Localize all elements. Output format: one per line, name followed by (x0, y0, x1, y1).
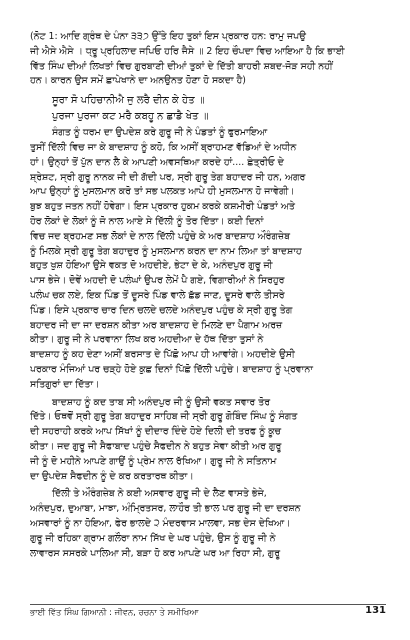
verse-line: ਪੁਰਜਾ ਪੁਰਜਾ ਕਟ ਮਰੈ ਕਬਹੂ ਨ ਛਾਡੈ ਖੇਤ ॥ (52, 110, 209, 122)
paragraph-line: ਤੁਸੀਂ ਦਿੱਲੀ ਵਿਚ ਜਾ ਕੇ ਬਾਦਸ਼ਾਹ ਨੂੰ ਕਹੋ, ਕਿ ਅਸੀਂ ਬ੍ਰਾਹਮਣ ਵੱਡਿਆਂ ਦੇ ਅਧੀਨ (30, 141, 297, 153)
paragraph-line: ਦਾ ਉਪਦੇਸ਼ ਸੈਫਦੀਨ ਨੂੰ ਦੇ ਕਰ ਕਰਤਾਰਥ ਕੀਤਾ। (30, 470, 194, 482)
footnote-line: ਜੀ ਐਸੇ ਐਸੇ । ਧ੍ਰੂ ਪ੍ਰਹਿਲਾਦ ਜਪਿਓ ਹਰਿ ਜੈਸੇ ॥ 2 ਇਹ ਚੌਪਦਾ ਵਿਚ ਆਇਆ ਹੈ ਕਿ ਭਾਈ (30, 45, 345, 57)
paragraph-line: ਗੁਰੂ ਜੀ ਰਹਿਕਾ ਗ੍ਰਾਮ ਗਲੌਰਾ ਨਾਮ ਸਿੱਖ ਦੇ ਘਰ ਪਹੁੰਚੇ, ਉਸ ਨੂੰ ਗੁਰੂ ਜੀ ਨੇ (30, 532, 276, 544)
footnote-line: (ਨੋਟ 1: ਆਦਿ ਗ੍ਰੰਥ ਦੇ ਪੰਨਾ ੩੩੭ ਉੱਤੇ ਇਹ ਤੁਕਾਂ ਇਸ ਪ੍ਰਕਾਰ ਹਨ: ਰਾਮੁ ਜਪਉ (30, 31, 306, 42)
paragraph-3 (30, 487, 386, 561)
running-title: ਭਾਈ ਵਿੱਤ ਸਿੰਘ ਗਿਆਨੀ : ਜੀਵਨ, ਰਚਨਾ ਤੇ ਸਮੀਖਿਆ (30, 607, 199, 617)
paragraph-line: ਦੀ ਸਹਰਾਹੀ ਕਰਕੇ ਆਪ ਸਿੱਖਾਂ ਨੂੰ ਦੀਦਾਰ ਦਿੰਦੇ ਹੋਏ ਦਿਲੀ ਦੀ ਤਰਫ ਨੂੰ ਕੂਚ (30, 426, 281, 438)
footnote-line: ਹਨ। ਕਾਰਨ ਉਸ ਸਮੇਂ ਛਾਪੇਖਾਨੇ ਦਾ ਅਨਉਨਤ ਹੋਣਾ ਹੋ ਸਕਦਾ ਹੈ) (30, 75, 246, 87)
paragraph-line: ਵਿਚ ਜਦ ਬ੍ਰਹਮਣ ਸਭ ਲੋਕਾਂ ਦੇ ਨਾਲ ਦਿੱਲੀ ਪਹੁੰਚੇ ਕੇ ਅਰ ਬਾਦਸ਼ਾਹ ਔਰੰਗਜ਼ੇਬ (30, 230, 290, 242)
paragraph-line: ਸ਼੍ਰੇਸ਼ਟ, ਸ੍ਰੀ ਗੁਰੂ ਨਾਨਕ ਜੀ ਦੀ ਗੱਦੀ ਪਰ, ਸ੍ਰੀ ਗੁਰੂ ਤੇਗ ਬਹਾਦਰ ਜੀ ਹਨ, ਅਗਰ (30, 171, 306, 183)
page-footer (30, 604, 386, 619)
paragraph-line: ਕੀਤਾ। ਗੁਰੂ ਜੀ ਨੇ ਪਰਵਾਨਾ ਲਿਖ ਕਰ ਅਹਦੀਆ ਦੇ ਹੱਥ ਦਿੱਤਾ ਤੁਸਾਂ ਨੇ (30, 334, 264, 346)
page-body (30, 30, 386, 561)
paragraph-line: ਹਾਂ। ਉਨ੍ਹਾਂ ਤੋਂ ਪੁੱਨ ਦਾਨ ਲੈ ਕੇ ਆਪਣੀ ਅਵਸਥਿਆ ਕਰਦੇ ਹਾਂ.... ਛੇਤ੍ਰੀਓ ਦੇ (30, 156, 284, 168)
paragraph-line: ਲਾਵਾਰਸ ਸਸਰਕੇ ਪਾਲਿਆ ਸੀ, ਬੜਾ ਹੋ ਕਰ ਆਪਣੇ ਘਰ ਆ ਰਿਹਾ ਸੀ, ਗੁਰੂ (30, 547, 281, 559)
footnote-line: ਵਿੱਤ ਸਿੰਘ ਦੀਆਂ ਲਿਖਤਾਂ ਵਿਚ ਗੁਰਬਾਣੀ ਦੀਆਂ ਤੁਕਾਂ ਦੇ ਦਿੱਤੀ ਬਾਹਰੀ ਸ਼ਬਦ-ਜੋੜ ਸਹੀ ਨਹੀਂ (30, 60, 333, 72)
paragraph-line: ਪਲੰਘ ਚਕ ਲਏ, ਇਕ ਪਿੰਡ ਤੋਂ ਦੂਸਰੇ ਪਿੰਡ ਵਾਲੇ ਛੱਡ ਜਾਣ, ਦੂਸਰੇ ਵਾਲੇ ਤੀਸਰੇ (30, 289, 285, 301)
paragraph-line: ਦਿੱਤੇ। ਓਥਵੋਂ ਸ੍ਰੀ ਗੁਰੂ ਤੇਗ ਬਹਾਦੁਰ ਸਾਹਿਬ ਜੀ ਸ੍ਰੀ ਗੁਰੂ ਗੋਬਿੰਦ ਸਿੰਘ ਨੂੰ ਸੰਗਤ (30, 411, 298, 423)
paragraph-line: ਸੰਗਤ ਨੂੰ ਧਰਮ ਦਾ ਉਪਦੇਸ਼ ਕਰੇ ਗੁਰੂ ਜੀ ਨੇ ਪੰਡਤਾਂ ਨੂੰ ਫੁਰਮਾਇਆ (52, 127, 268, 139)
paragraph-line: ਨੂੰ ਮਿਲਕੇ ਸ੍ਰੀ ਗੁਰੂ ਤੇਗ ਬਹਾਦੁਰ ਨੂੰ ਮੁਸਲਮਾਨ ਕਰਨ ਦਾ ਨਾਮ ਲਿਆ ਤਾਂ ਬਾਦਸ਼ਾਹ (30, 245, 302, 257)
paragraph-line: ਸਤਿਗੁਰਾਂ ਦਾ ਦਿੱਤਾ। (30, 378, 100, 390)
paragraph-line: ਬਾਦਸ਼ਾਹ ਨੂੰ ਕਦ ਤਾਬ ਸੀ ਅਨੰਦਪੁਰ ਜੀ ਨੂੰ ਉਸੀ ਵਕਤ ਸਵਾਰ ਤੋਰ (52, 396, 271, 408)
paragraph-1 (30, 126, 386, 392)
paragraph-line: ਆਪ ਉਨ੍ਹਾਂ ਨੂੰ ਮੁਸਲਮਾਨ ਕਰੋ ਤਾਂ ਸਭ ਪਲਕਤ ਆਪੇ ਹੀ ਮੁਸਲਮਾਨ ਹੋ ਜਾਵੇਗੀ। (30, 186, 295, 198)
paragraph-line: ਦਿੱਲੀ ਤੇ ਔਰੰਗਜ਼ੇਬ ਨੇ ਕਈ ਅਸਵਾਰ ਗੁਰੂ ਜੀ ਦੇ ਲੈਣ ਵਾਸਤੇ ਭੇਜੇ, (52, 488, 267, 500)
paragraph-line: ਪਿੰਡ। ਇਸੇ ਪ੍ਰਕਾਰ ਚਾਰ ਦਿਨ ਚਲਦੇ ਚਲਦੇ ਅਨੰਦਪੁਰ ਪਹੁੰਚ ਕੇ ਸ੍ਰੀ ਗੁਰੂ ਤੇਗ (30, 304, 293, 316)
paragraph-line: ਅਸਵਾਰਾਂ ਨੂੰ ਨਾ ਹੋਇਆ, ਫੇਰ ਭਾਲਦੇ ੨ ਮੰਦਰਵਾਸ ਮਾਲਵਾ, ਸਭ ਦੇਸ ਦੇਖਿਆ। (30, 517, 291, 529)
paragraph-line: ਬਹਾਦਰ ਜੀ ਦਾ ਜਾ ਦਰਸ਼ਨ ਕੀਤਾ ਅਰ ਬਾਦਸ਼ਾਹ ਦੇ ਮਿਲਣੇ ਦਾ ਪੈਗਾਮ ਅਰਜ਼ (30, 319, 283, 331)
verse-line: ਸੂਰਾ ਸੋ ਪਹਿਚਾਨੀਐ ਜੁ ਲਰੈ ਦੀਨ ਕੇ ਹੇਤ ॥ (52, 95, 205, 107)
paragraph-line: ਹੋਰ ਲੋਕਾਂ ਦੇ ਲੋਕਾਂ ਨੂੰ ਜੋ ਨਾਲ ਆਏ ਸੇ ਦਿੱਲੀ ਨੂੰ ਤੋਰ ਦਿੱਤਾ। ਕਈ ਦਿਨਾਂ (30, 215, 264, 227)
paragraph-line: ਪਾਸ ਭੇਜੇ। ਦੋਵੇਂ ਅਹਦੀ ਦੋ ਪਲੰਘਾਂ ਉਪਰ ਲੇਮੇਂ ਪੈ ਗਏ, ਵਿਗਾਰੀਆਂ ਨੇ ਸਿਰਹੁਰ (30, 275, 285, 287)
paragraph-line: ਜੀ ਨੂੰ ਦੋ ਮਹੀਨੇ ਆਪਣੇ ਗਾਉਂ ਨੂੰ ਪ੍ਰੇਮ ਨਾਲ ਰੱਖਿਆ। ਗੁਰੂ ਜੀ ਨੇ ਸਤਿਨਾਮ (30, 455, 277, 467)
paragraph-line: ਕੀਤਾ। ਜਦ ਗੁਰੂ ਜੀ ਸੈਫਾਬਾਦ ਪਹੁੰਚੇ ਸੈਫਦੀਨ ਨੇ ਬਹੁਤ ਸੇਵਾ ਕੀਤੀ ਅਰ ਗੁਰੂ (30, 440, 282, 452)
paragraph-line: ਅਨੰਦਪੁਰ, ਦੁਆਬਾ, ਮਾਝਾ, ਅੰਮ੍ਰਿਤਸਰ, ਲਾਹੌਰ ਤੀ ਭਾਲ ਪਰ ਗੁਰੂ ਜੀ ਦਾ ਦਰਸ਼ਨ (30, 503, 301, 515)
paragraph-line: ਬਹੁਤ ਖੁਸ਼ ਹੋਇਆ ਉਸੇ ਵਕਤ ਦੋ ਅਹਦੀਏ, ਭੇਟਾ ਦੇ ਕੇ, ਅਨੰਦਪੁਰ ਗੁਰੂ ਜੀ (30, 260, 273, 272)
paragraph-line: ਬੁਝ ਬਹੁਤ ਜਤਨ ਨਹੀਂ ਹੋਵੇਗਾ। ਇਸ ਪ੍ਰਕਾਰ ਹੁਕਮ ਕਰਕੇ ਕਸ਼ਮੀਰੀ ਪੰਡਤਾਂ ਅਤੇ (30, 201, 295, 213)
footnote (30, 30, 386, 89)
paragraph-line: ਪਰਕਾਰ ਮੰਜਿਆਂ ਪਰ ਚੜ੍ਹੇ ਹੋਏ ਕੁਛ ਦਿਨਾਂ ਪਿੱਛੋ ਦਿੱਲੀ ਪਹੁੰਚੇ। ਬਾਦਸ਼ਾਹ ਨੂੰ ਪ੍ਰਵਾਨਾ (30, 363, 313, 375)
paragraph-line: ਬਾਦਸ਼ਾਹ ਨੂੰ ਕਹ ਦੇਣਾ ਅਸੀਂ ਬਰਸਾਤ ਦੇ ਪਿੱਛੋ ਆਪ ਹੀ ਆਵਾਂਗੇ। ਅਹਦੀਏ ਉਸੀ (30, 349, 295, 361)
paragraph-2 (30, 396, 386, 485)
page-number: 131 (365, 605, 386, 616)
verse-quote (30, 93, 386, 124)
